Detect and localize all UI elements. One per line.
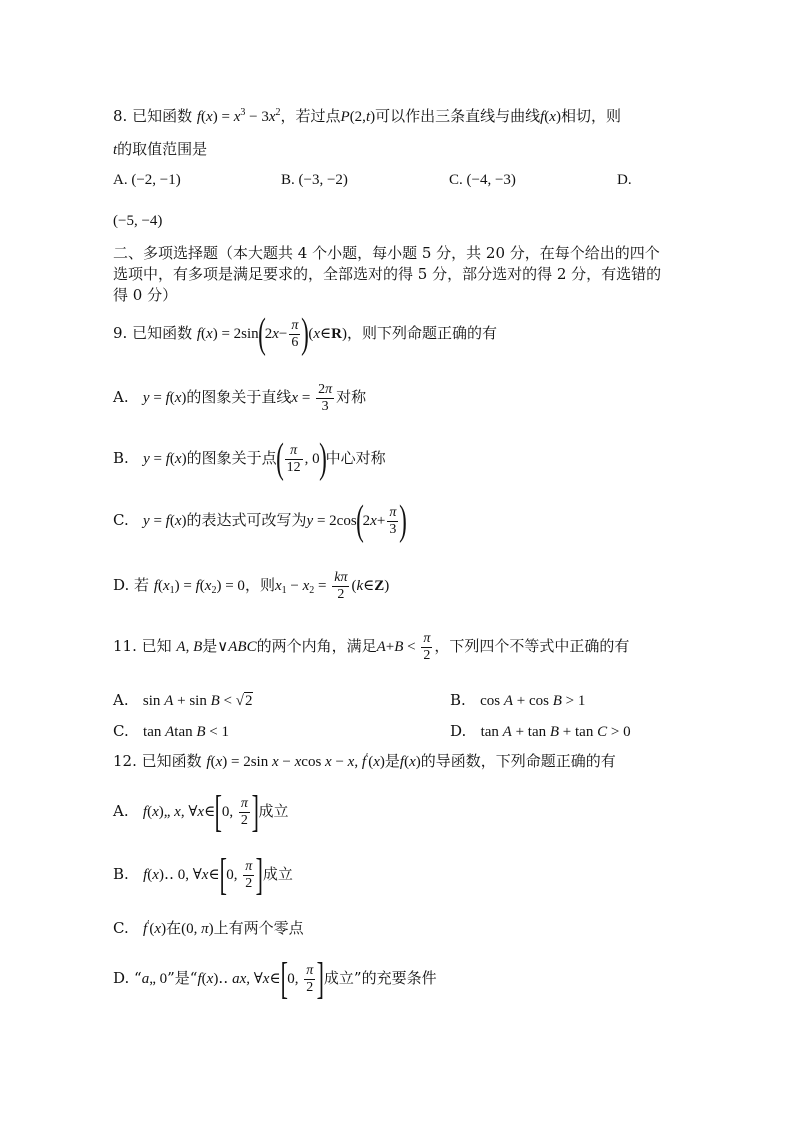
q8-option-b: B. (−3, −2) [281,172,348,188]
q11-option-a: A. sin A + sin B < √2 [113,691,253,709]
q12-option-c: C. f′(x)在(0, π)上有两个零点 [113,919,304,937]
section2-heading-line2: 选项中，有多项是满足要求的，全部选对的得 5 分，部分选对的得 2 分，有选错的 [113,265,662,283]
q11-option-d: D. tan A + tan B + tan C > 0 [450,722,631,740]
q12-option-b: B. f(x)‥ 0, ∀x∈[0, $\frac{\pi}{2}$ ]成立 [113,850,293,899]
q8-stem-line2: t的取值范围是 [113,140,208,158]
q12-option-d: D. “a„ 0”是“f(x)‥ ax, ∀x∈[0, $\frac{\pi}{2}$ ]成立”的充要条件 [113,954,437,1003]
section2-heading-line1: 二、多项选择题（本大题共 4 个小题，每小题 5 分，共 20 分，在每个给出的四个 [113,244,660,262]
q9-option-b: B. y = f(x)的图象关于点( $\frac{\pi}{12}$ , 0)中心对称 [113,436,386,482]
q11-option-b: B. cos A + cos B > 1 [450,691,586,709]
q9-option-d: D. 若 $f(x_1) = f(x_2) = 0$，则$x_1 - x_2$ = $\frac{k\pi}{2}$ (k∈Z) [113,569,390,602]
q11-stem: 11. 已知 A, B是∨ABC的两个内角，满足A+B < $\frac{\pi}{2}$ ，下列四个不等式中正确的有 [113,630,630,663]
q8-function-formula: f [196,109,202,125]
q8-option-d-label: D. [617,172,632,188]
q8-stem-line1: 8. 已知函数 $f(x) = x^3 - 3x^2$，若过点P(2,t)可以作出三条直线与曲线f(x)相切，则 [113,107,621,125]
q9-option-c: C. y = f(x)的表达式可改写为y = 2cos(2x+ $\frac{\pi}{3}$ ) [113,498,408,544]
q8-option-a: A. (−2, −1) [113,172,181,188]
q12-stem: 12. 已知函数 f(x) = 2sin x − xcos x − x, f′(x)是f(x)的导函数，下列命题正确的有 [113,752,616,770]
q8-option-d-value: (−5, −4) [113,213,163,229]
q11-option-c: C. tan Atan B < 1 [113,722,229,740]
section2-heading-line3: 得 0 分） [113,286,178,304]
q9-stem: 9. 已知函数 f(x) = 2sin(2x− $\frac{\pi}{6}$ )(x∈R)，则下列命题正确的有 [113,311,497,357]
q8-stem-text: 8. 已知函数 [113,107,193,125]
q8-point: P [340,109,350,125]
q12-option-a: A. f(x)„ x, ∀x∈[0, $\frac{\pi}{2}$ ]成立 [113,787,289,836]
q9-option-a: A. y = f(x)的图象关于直线x = $\frac{2\pi}{3}$ 对称 [113,381,367,414]
q8-option-c: C. (−4, −3) [449,172,516,188]
